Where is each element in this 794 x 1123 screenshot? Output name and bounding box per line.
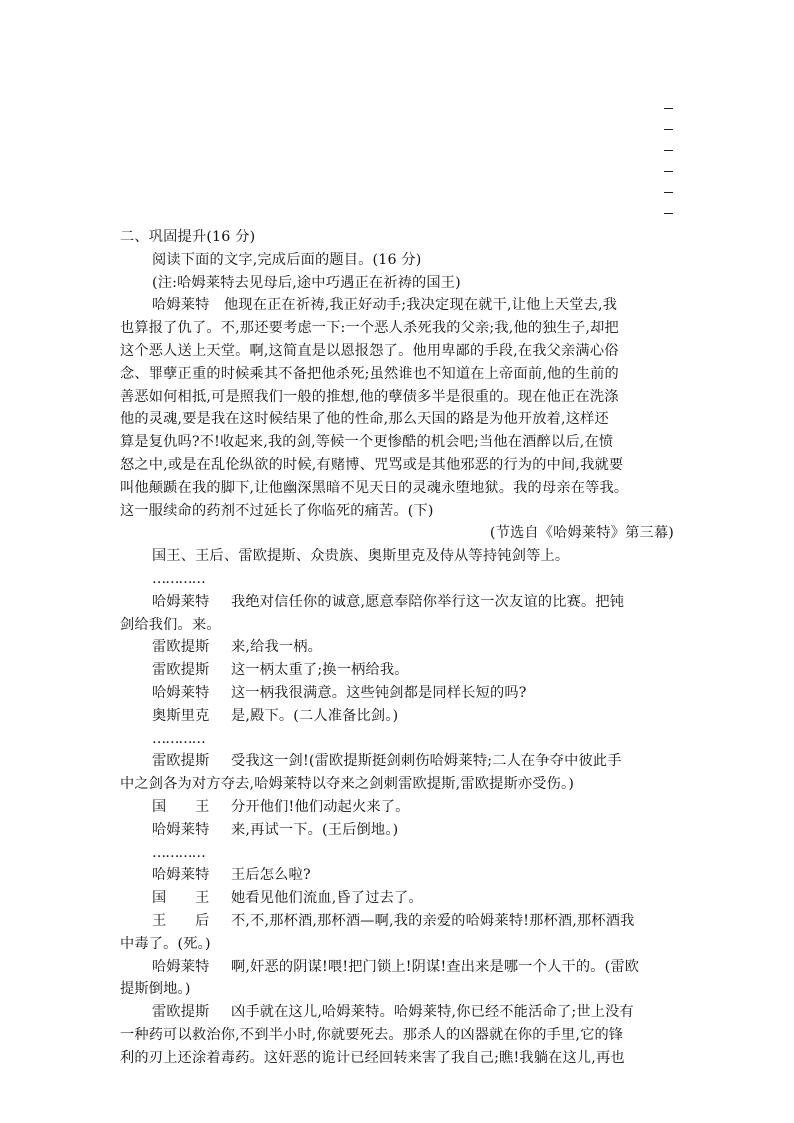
dialogue-text: 王后怎么啦?: [231, 867, 311, 884]
passage-line: 这一服续命的药剂不过延长了你临死的痛苦。(下): [120, 502, 434, 519]
section-title: 二、巩固提升(16 分): [120, 229, 256, 245]
speaker: 哈姆莱特: [152, 958, 210, 975]
passage-line: 哈姆莱特 他现在正在祈祷,我正好动手;我决定现在就干,让他上天堂去,我: [152, 297, 618, 314]
dialogue-text: 是,殿下。(二人准备比剑。): [231, 707, 399, 724]
passage-line: 这个恶人送上天堂。啊,这简直是以恩报怨了。他用卑鄙的手段,在我父亲满心俗: [120, 342, 619, 359]
dialogue-text: 这一柄太重了;换一柄给我。: [231, 662, 409, 679]
speaker: 哈姆莱特: [152, 684, 210, 701]
dialogue-text: 来,给我一柄。: [231, 639, 323, 656]
answer-blank-lines: [664, 108, 676, 234]
speaker: 雷欧提斯: [152, 662, 210, 679]
dialogue-line: [120, 705, 674, 728]
passage-1: [120, 294, 674, 545]
dialogue-continuation: 中之剑各为对方夺去,哈姆莱特以夺来之剑刺雷欧提斯,雷欧提斯亦受伤。): [120, 776, 575, 793]
dialogue-text: 她看见他们流血,昏了过去了。: [231, 890, 423, 907]
speaker: 奥斯里克: [152, 707, 210, 724]
passage-line: 念、罪孽正重的时候乘其不备把他杀死;虽然谁也不知道在上帝面前,他的生前的: [120, 365, 619, 382]
dialogue-continuation: 剑给我们。来。: [120, 616, 221, 633]
dialogue-line: [120, 864, 674, 887]
speaker: 哈姆莱特: [152, 821, 210, 838]
answer-blank-line: [664, 171, 673, 172]
note: (注:哈姆莱特去见母后,途中巧遇正在祈祷的国王): [152, 274, 461, 291]
passage-line: 善恶如何相抵,可是照我们一般的推想,他的孽债多半是很重的。现在他正在洗涤: [120, 388, 619, 405]
dialogue-line: [120, 682, 674, 705]
dialogue-text: 分开他们!他们动起火来了。: [231, 798, 410, 815]
speaker: 雷欧提斯: [152, 753, 210, 770]
dialogue-text: 啊,奸恶的阴谋!喂!把门锁上!阴谋!查出来是哪一个人干的。(雷欧: [231, 958, 640, 975]
dialogue-continuation: 中毒了。(死。): [120, 935, 211, 952]
dialogue-text: 凶手就在这儿,哈姆莱特。哈姆莱特,你已经不能活命了;世上没有: [231, 1004, 634, 1021]
passage-line: 叫他颠踬在我的脚下,让他幽深黑暗不见天日的灵魂永堕地狱。我的母亲在等我。: [120, 479, 629, 496]
answer-blank-line: [664, 108, 673, 109]
passage-line: 算是复仇吗?不!收起来,我的剑,等候一个更惨酷的机会吧;当他在酒醉以后,在愤: [120, 434, 614, 451]
dialogue-text: 来,再试一下。(王后倒地。): [231, 821, 399, 838]
stage-direction: 国王、王后、雷欧提斯、众贵族、奥斯里克及侍从等持钝剑等上。: [152, 548, 570, 565]
speaker: 王 后: [152, 912, 210, 929]
dialogue-line: [120, 819, 674, 842]
speaker: 雷欧提斯: [152, 639, 210, 656]
dialogue-line: [120, 1001, 674, 1024]
dialogue-text: 受我这一剑!(雷欧提斯挺剑刺伤哈姆莱特;二人在争夺中彼此手: [231, 753, 622, 770]
speaker: 雷欧提斯: [152, 1004, 210, 1021]
source-citation: (节选自《哈姆莱特》第三幕): [489, 525, 674, 542]
answer-blank-line: [664, 213, 673, 214]
dialogue-line: [120, 659, 674, 682]
dialogue-line: [120, 956, 674, 979]
dialogue-text: 我绝对信任你的诚意,愿意奉陪你举行这一次友谊的比赛。把钝: [231, 593, 625, 610]
answer-blank-line: [664, 129, 673, 130]
dialogue-continuation: 利的刃上还涂着毒药。这奸恶的诡计已经回转来害了我自己;瞧!我躺在这儿,再也: [120, 1049, 625, 1066]
dialogue-line: [120, 636, 674, 659]
passage-line: 怒之中,或是在乱伦纵欲的时候,有赌博、咒骂或是其他邪恶的行为的中间,我就要: [120, 456, 624, 473]
speaker: 国 王: [152, 890, 210, 907]
dialogue-text: 这一柄我很满意。这些钝剑都是同样长短的吗?: [231, 684, 527, 701]
answer-blank-line: [664, 150, 673, 151]
dialogue-continuation: 提斯倒地。): [120, 981, 191, 998]
ellipsis: …………: [152, 730, 205, 747]
passage-2: [120, 545, 674, 1069]
document-body: [120, 226, 674, 1069]
ellipsis: …………: [152, 570, 205, 587]
dialogue-continuation: 一种药可以救治你,不到半小时,你就要死去。那杀人的凶器就在你的手里,它的锋: [120, 1026, 624, 1043]
dialogue-line: [120, 591, 674, 614]
speaker: 哈姆莱特: [152, 867, 210, 884]
ellipsis: …………: [152, 844, 205, 861]
dialogue-line: [120, 910, 674, 933]
passage-line: 也算报了仇了。不,那还要考虑一下:一个恶人杀死我的父亲;我,他的独生子,却把: [120, 320, 619, 337]
answer-blank-line: [664, 192, 673, 193]
instruction: 阅读下面的文字,完成后面的题目。(16 分): [152, 251, 422, 268]
passage-line: 他的灵魂,要是我在这时候结果了他的性命,那么天国的路是为他开放着,这样还: [120, 411, 609, 428]
dialogue-text: 不,不,那杯酒,那杯酒—啊,我的亲爱的哈姆莱特!那杯酒,那杯酒我: [231, 912, 635, 929]
dialogue-line: [120, 750, 674, 773]
dialogue-line: [120, 796, 674, 819]
speaker: 国 王: [152, 798, 210, 815]
speaker: 哈姆莱特: [152, 593, 210, 610]
dialogue-line: [120, 887, 674, 910]
